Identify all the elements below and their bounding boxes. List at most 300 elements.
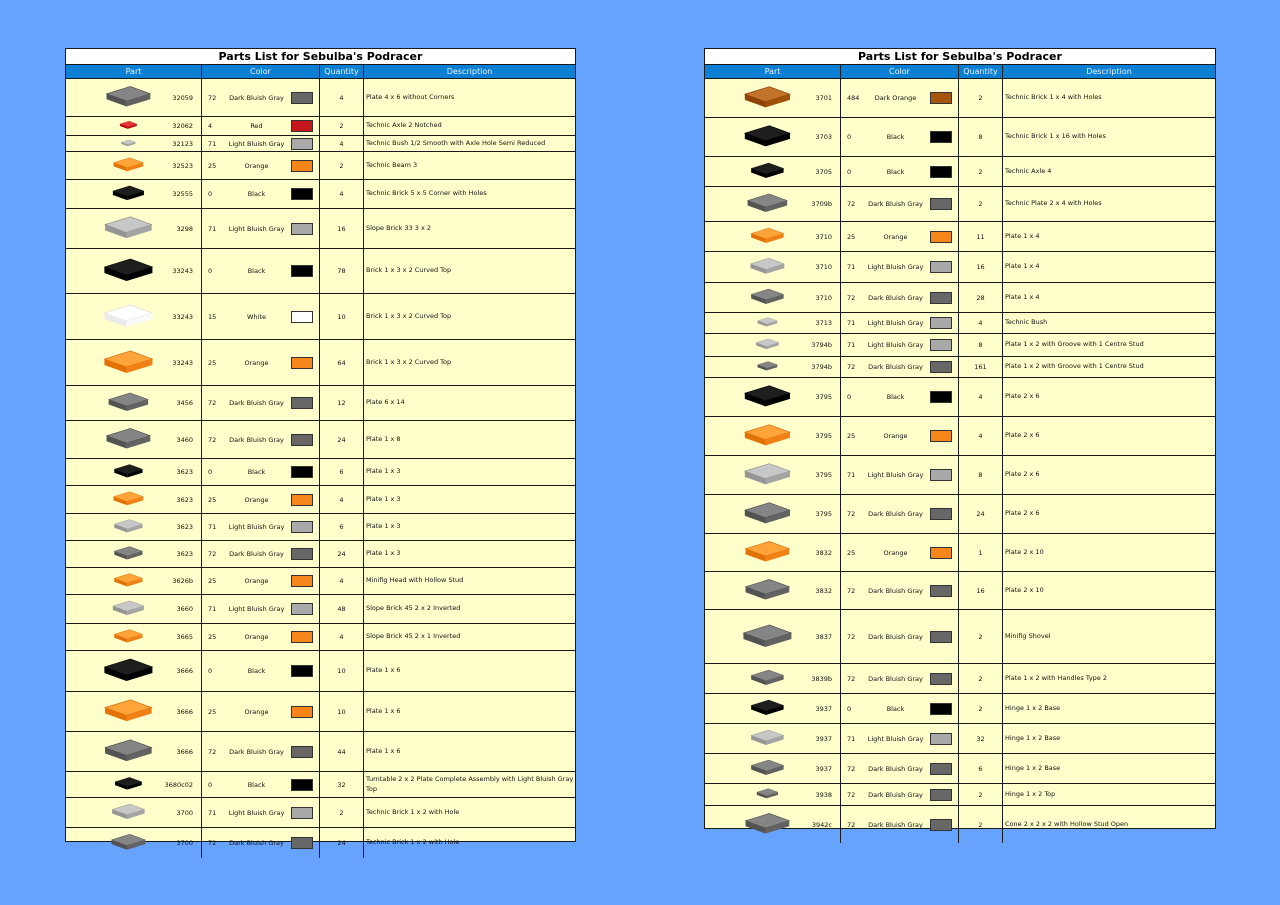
color-swatch <box>930 166 952 178</box>
part-cell <box>66 180 202 208</box>
quantity-cell: 48 <box>320 595 364 623</box>
sheet-title: Parts List for Sebulba's Podracer <box>705 49 1215 65</box>
part-number: 32059 <box>172 93 193 102</box>
part-number: 3709b <box>811 200 832 208</box>
description-cell: Brick 1 x 3 x 2 Curved Top <box>366 357 452 366</box>
color-name: Orange <box>244 495 269 504</box>
color-swatch <box>291 311 313 323</box>
color-name: Orange <box>244 633 269 641</box>
sheet-title: Parts List for Sebulba's Podracer <box>66 49 575 65</box>
color-id: 72 <box>847 293 856 302</box>
description-cell: Technic Bush 1/2 Smooth with Axle Hole Semi Reduced <box>366 138 546 147</box>
part-number: 3832 <box>815 586 832 595</box>
color-cell <box>841 157 959 186</box>
color-cell <box>202 209 320 248</box>
quantity-cell: 2 <box>959 79 1003 117</box>
brick-icon <box>100 138 156 150</box>
color-swatch <box>291 807 313 819</box>
color-name: Dark Bluish Gray <box>868 510 923 518</box>
quantity-cell: 2 <box>959 664 1003 693</box>
part-number: 3710 <box>815 232 832 241</box>
color-id: 71 <box>208 605 217 613</box>
brick-icon <box>100 211 156 246</box>
color-cell <box>202 651 320 691</box>
part-cell <box>66 136 202 151</box>
color-cell <box>202 180 320 208</box>
part-number: 3705 <box>815 167 832 176</box>
part-number: 3938 <box>815 790 832 799</box>
color-name: White <box>247 312 266 321</box>
quantity-cell: 4 <box>320 79 364 116</box>
part-cell <box>705 357 841 377</box>
brick-icon <box>100 154 156 177</box>
part-number: 3623 <box>176 495 193 504</box>
column-headers <box>66 65 575 79</box>
color-swatch <box>291 160 313 172</box>
color-swatch <box>291 223 313 235</box>
part-cell <box>705 222 841 251</box>
color-swatch <box>930 261 952 273</box>
header-part: Part <box>66 65 202 78</box>
brick-icon <box>100 626 156 648</box>
color-id: 72 <box>208 839 217 847</box>
color-name: Dark Bluish Gray <box>868 200 923 208</box>
color-cell <box>841 572 959 609</box>
color-name: Black <box>247 468 266 476</box>
part-cell <box>705 610 841 663</box>
brick-icon <box>739 189 795 219</box>
description-cell: Slope Brick 45 2 x 1 Inverted <box>366 632 461 641</box>
color-swatch <box>291 434 313 446</box>
brick-icon <box>739 536 795 569</box>
quantity-cell: 6 <box>320 514 364 540</box>
color-name: Dark Bluish Gray <box>868 586 923 595</box>
color-swatch <box>930 703 952 715</box>
brick-icon <box>739 380 795 414</box>
description-cell: Minifig Head with Hollow Stud <box>366 576 464 585</box>
part-cell <box>66 117 202 135</box>
color-cell <box>202 486 320 513</box>
part-number: 3680c02 <box>164 780 193 789</box>
brick-icon <box>739 619 795 655</box>
table-row <box>705 694 1215 724</box>
quantity-cell: 6 <box>959 754 1003 783</box>
color-name: Black <box>247 667 266 675</box>
quantity-cell: 4 <box>959 417 1003 455</box>
color-cell <box>841 334 959 356</box>
quantity-cell: 4 <box>959 378 1003 416</box>
header-part: Part <box>705 65 841 78</box>
parts-rows <box>705 79 1215 843</box>
color-cell <box>202 568 320 594</box>
quantity-cell: 2 <box>320 152 364 179</box>
color-cell <box>202 798 320 827</box>
part-number: 32555 <box>172 190 193 198</box>
description-cell: Technic Axle 2 Notched <box>366 121 442 130</box>
part-cell <box>705 456 841 494</box>
table-row <box>705 313 1215 334</box>
description-cell: Minifig Shovel <box>1005 631 1051 640</box>
brick-icon <box>100 516 156 538</box>
part-cell <box>66 209 202 248</box>
description-cell: Hinge 1 x 2 Base <box>1005 703 1061 712</box>
part-number: 3832 <box>815 548 832 557</box>
part-number: 3703 <box>815 133 832 141</box>
color-id: 71 <box>208 224 217 233</box>
table-row <box>705 79 1215 118</box>
part-cell <box>705 495 841 533</box>
color-swatch <box>930 819 952 831</box>
quantity-cell: 12 <box>320 386 364 420</box>
description-cell: Plate 6 x 14 <box>366 398 405 407</box>
color-name: Light Bluish Gray <box>867 471 924 479</box>
color-id: 25 <box>847 232 856 241</box>
color-cell <box>841 283 959 312</box>
description-cell: Technic Brick 5 x 5 Corner with Holes <box>366 189 487 198</box>
description-cell: Plate 1 x 3 <box>366 522 401 531</box>
brick-icon <box>100 299 156 335</box>
quantity-cell: 6 <box>320 459 364 485</box>
color-id: 0 <box>208 780 213 789</box>
part-number: 3700 <box>176 839 193 847</box>
color-id: 72 <box>847 586 856 595</box>
brick-icon <box>739 756 795 781</box>
color-cell <box>841 187 959 221</box>
color-name: Orange <box>244 161 269 170</box>
color-swatch <box>930 430 952 442</box>
part-cell <box>66 651 202 691</box>
part-cell <box>66 340 202 385</box>
parts-list-sheet-left <box>65 48 576 847</box>
color-cell <box>841 357 959 377</box>
part-number: 3710 <box>815 293 832 302</box>
part-cell <box>705 187 841 221</box>
table-row <box>66 798 575 828</box>
part-number: 32062 <box>172 122 193 130</box>
color-cell <box>202 624 320 650</box>
table-row <box>705 417 1215 456</box>
brick-icon <box>100 388 156 418</box>
color-id: 72 <box>847 820 856 829</box>
color-id: 0 <box>847 133 852 141</box>
color-swatch <box>291 521 313 533</box>
brick-icon <box>739 497 795 531</box>
color-cell <box>202 152 320 179</box>
color-id: 72 <box>847 674 856 683</box>
quantity-cell: 2 <box>959 694 1003 723</box>
description-cell: Slope Brick 33 3 x 2 <box>366 223 432 232</box>
color-name: Orange <box>244 707 269 716</box>
part-number: 3623 <box>176 550 193 558</box>
part-cell <box>66 828 202 858</box>
description-cell: Slope Brick 45 2 x 2 Inverted <box>366 604 461 613</box>
table-row <box>705 664 1215 694</box>
part-cell <box>705 784 841 805</box>
table-row <box>66 595 575 624</box>
color-swatch <box>930 131 952 143</box>
color-name: Black <box>247 267 266 275</box>
quantity-cell: 8 <box>959 456 1003 494</box>
color-swatch <box>291 631 313 643</box>
part-cell <box>705 534 841 571</box>
quantity-cell: 24 <box>320 541 364 567</box>
color-swatch <box>930 763 952 775</box>
quantity-cell: 8 <box>959 334 1003 356</box>
color-name: Dark Bluish Gray <box>868 790 923 799</box>
description-cell: Hinge 1 x 2 Base <box>1005 763 1061 772</box>
color-id: 72 <box>847 632 856 641</box>
color-swatch <box>291 603 313 615</box>
part-cell <box>66 79 202 116</box>
color-swatch <box>291 265 313 277</box>
table-row <box>705 806 1215 843</box>
color-name: Black <box>886 393 905 401</box>
color-name: Dark Bluish Gray <box>229 839 284 847</box>
table-row <box>66 828 575 858</box>
color-swatch <box>930 733 952 745</box>
color-id: 72 <box>208 435 217 444</box>
table-row <box>705 495 1215 534</box>
color-swatch <box>291 138 313 150</box>
part-cell <box>66 386 202 420</box>
color-cell <box>841 754 959 783</box>
part-cell <box>66 249 202 293</box>
color-swatch <box>930 789 952 801</box>
part-number: 3794b <box>811 363 832 371</box>
brick-icon <box>100 830 156 856</box>
color-cell <box>841 378 959 416</box>
brick-icon <box>739 419 795 453</box>
color-id: 25 <box>208 633 217 641</box>
description-cell: Technic Brick 1 x 2 with Hole <box>366 838 460 847</box>
color-id: 71 <box>847 734 856 743</box>
color-swatch <box>291 837 313 849</box>
color-id: 72 <box>847 764 856 773</box>
color-name: Red <box>250 122 263 130</box>
color-swatch <box>291 357 313 369</box>
quantity-cell: 16 <box>320 209 364 248</box>
color-id: 25 <box>208 358 217 367</box>
quantity-cell: 2 <box>320 117 364 135</box>
color-swatch <box>291 779 313 791</box>
brick-icon <box>739 726 795 751</box>
color-id: 0 <box>208 468 213 476</box>
color-name: Light Bluish Gray <box>867 734 924 743</box>
quantity-cell: 16 <box>959 572 1003 609</box>
color-swatch <box>291 397 313 409</box>
table-row <box>66 541 575 568</box>
color-id: 25 <box>208 707 217 716</box>
description-cell: Plate 1 x 4 <box>1005 231 1040 240</box>
part-cell <box>66 294 202 339</box>
quantity-cell: 8 <box>959 118 1003 156</box>
part-number: 3794b <box>811 341 832 349</box>
color-id: 0 <box>847 704 852 713</box>
brick-icon <box>739 666 795 691</box>
table-row <box>66 136 575 152</box>
color-name: Light Bluish Gray <box>867 319 924 327</box>
color-cell <box>841 252 959 282</box>
table-row <box>705 456 1215 495</box>
color-id: 0 <box>208 190 213 198</box>
color-swatch <box>930 547 952 559</box>
color-name: Light Bluish Gray <box>867 341 924 349</box>
description-cell: Plate 1 x 3 <box>366 549 401 558</box>
quantity-cell: 24 <box>959 495 1003 533</box>
part-cell <box>705 724 841 753</box>
color-name: Orange <box>244 577 269 585</box>
color-cell <box>841 313 959 333</box>
brick-icon <box>100 543 156 565</box>
quantity-cell: 64 <box>320 340 364 385</box>
color-name: Orange <box>883 432 908 440</box>
part-cell <box>705 417 841 455</box>
color-cell <box>202 79 320 116</box>
quantity-cell: 10 <box>320 651 364 691</box>
color-cell <box>202 692 320 731</box>
color-swatch <box>930 391 952 403</box>
part-number: 3460 <box>176 435 193 444</box>
table-row <box>705 283 1215 313</box>
table-row <box>66 568 575 595</box>
brick-icon <box>739 224 795 249</box>
table-row <box>66 117 575 136</box>
brick-icon <box>100 694 156 729</box>
quantity-cell: 2 <box>959 610 1003 663</box>
brick-icon <box>100 461 156 483</box>
brick-icon <box>100 653 156 689</box>
table-row <box>705 610 1215 664</box>
part-cell <box>705 806 841 843</box>
description-cell: Brick 1 x 3 x 2 Curved Top <box>366 266 452 275</box>
quantity-cell: 4 <box>959 313 1003 333</box>
description-cell: Plate 1 x 4 <box>1005 262 1040 271</box>
color-id: 72 <box>208 399 217 407</box>
part-number: 3700 <box>176 808 193 817</box>
brick-icon <box>739 458 795 492</box>
table-row <box>705 378 1215 417</box>
description-cell: Technic Bush <box>1005 318 1048 327</box>
color-cell <box>202 249 320 293</box>
color-cell <box>841 79 959 117</box>
part-cell <box>705 313 841 333</box>
part-cell <box>705 283 841 312</box>
quantity-cell: 4 <box>320 568 364 594</box>
color-swatch <box>930 508 952 520</box>
quantity-cell: 2 <box>320 798 364 827</box>
description-cell: Technic Beam 3 <box>366 160 418 169</box>
table-row <box>66 421 575 459</box>
description-cell: Plate 2 x 6 <box>1005 509 1040 518</box>
color-id: 0 <box>847 393 852 401</box>
color-swatch <box>930 631 952 643</box>
part-cell <box>66 152 202 179</box>
part-number: 3666 <box>176 707 193 716</box>
color-cell <box>202 828 320 858</box>
table-row <box>66 209 575 249</box>
color-cell <box>841 222 959 251</box>
color-cell <box>841 664 959 693</box>
color-name: Dark Bluish Gray <box>868 293 923 302</box>
color-cell <box>841 784 959 805</box>
color-swatch <box>930 292 952 304</box>
color-cell <box>202 772 320 797</box>
brick-icon <box>100 253 156 289</box>
brick-icon <box>100 734 156 769</box>
description-cell: Plate 1 x 8 <box>366 434 401 443</box>
color-id: 25 <box>208 161 217 170</box>
brick-icon <box>739 159 795 184</box>
table-row <box>66 294 575 340</box>
description-cell: Plate 1 x 3 <box>366 494 401 503</box>
part-number: 32123 <box>172 139 193 148</box>
color-cell <box>202 294 320 339</box>
part-cell <box>66 459 202 485</box>
brick-icon <box>739 574 795 607</box>
color-cell <box>841 806 959 843</box>
color-id: 71 <box>208 139 217 148</box>
color-cell <box>841 456 959 494</box>
color-name: Light Bluish Gray <box>228 523 285 531</box>
table-row <box>66 772 575 798</box>
table-row <box>66 732 575 772</box>
description-cell: Hinge 1 x 2 Top <box>1005 789 1056 798</box>
parts-list-sheet-right <box>704 48 1216 829</box>
brick-icon <box>739 120 795 154</box>
color-cell <box>202 386 320 420</box>
color-name: Light Bluish Gray <box>228 808 285 817</box>
quantity-cell: 78 <box>320 249 364 293</box>
part-cell <box>705 252 841 282</box>
table-row <box>66 514 575 541</box>
quantity-cell: 4 <box>320 180 364 208</box>
color-cell <box>202 340 320 385</box>
description-cell: Technic Brick 1 x 2 with Hole <box>366 807 460 816</box>
table-row <box>705 187 1215 222</box>
color-swatch <box>930 231 952 243</box>
description-cell: Plate 1 x 6 <box>366 746 401 755</box>
color-swatch <box>930 673 952 685</box>
brick-icon <box>739 336 795 354</box>
color-name: Light Bluish Gray <box>228 224 285 233</box>
color-id: 25 <box>208 495 217 504</box>
color-id: 25 <box>208 577 217 585</box>
part-number: 3937 <box>815 704 832 713</box>
header-quantity: Quantity <box>320 65 364 78</box>
color-swatch <box>291 120 313 132</box>
quantity-cell: 4 <box>320 624 364 650</box>
color-swatch <box>930 339 952 351</box>
description-cell: Plate 1 x 2 with Groove with 1 Centre Stud <box>1005 362 1144 371</box>
color-id: 484 <box>847 94 860 102</box>
part-number: 32523 <box>172 161 193 170</box>
table-row <box>66 79 575 117</box>
description-cell: Plate 2 x 10 <box>1005 547 1044 556</box>
part-number: 3795 <box>815 432 832 440</box>
color-id: 0 <box>847 167 852 176</box>
color-name: Light Bluish Gray <box>867 263 924 271</box>
color-cell <box>841 534 959 571</box>
table-row <box>66 624 575 651</box>
part-number: 3623 <box>176 523 193 531</box>
color-id: 25 <box>847 432 856 440</box>
color-swatch <box>291 494 313 506</box>
table-row <box>705 572 1215 610</box>
part-number: 3837 <box>815 632 832 641</box>
part-cell <box>66 798 202 827</box>
color-cell <box>841 724 959 753</box>
part-number: 3298 <box>176 224 193 233</box>
